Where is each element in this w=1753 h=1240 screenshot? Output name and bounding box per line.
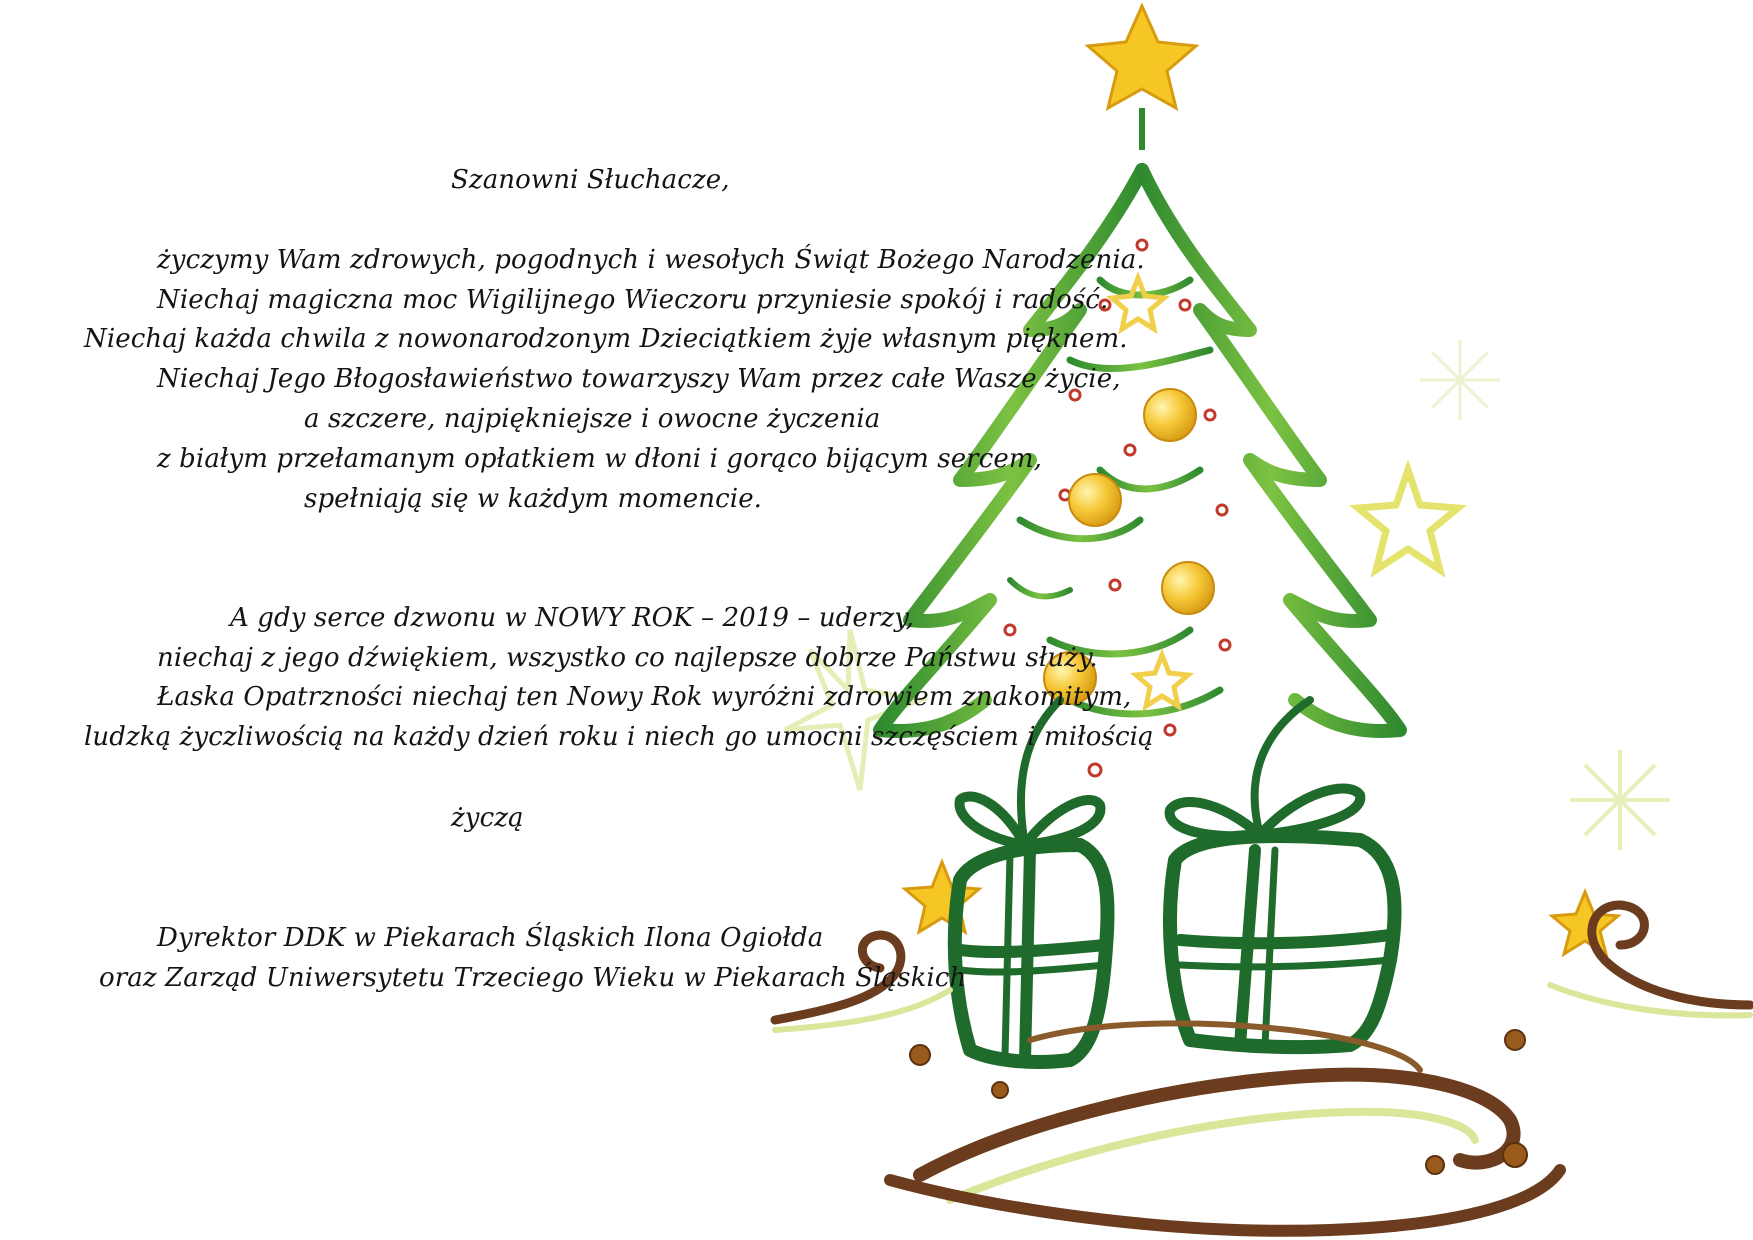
- wish-line: Niechaj każda chwila z nowonarodzonym Dzieciątkiem żyje własnym pięknem.: [84, 324, 1128, 354]
- closing: życzą: [451, 803, 524, 833]
- new-year-line: A gdy serce dzwonu w NOWY ROK – 2019 – uderzy,: [230, 603, 914, 633]
- sparkle-icon: [1570, 750, 1670, 850]
- star-icon: [1358, 470, 1458, 570]
- wish-line: życzymy Wam zdrowych, pogodnych i wesołych Świąt Bożego Narodzenia.: [157, 245, 1145, 275]
- gift-boxes: [955, 700, 1395, 1062]
- sparkle-icon: [1420, 340, 1500, 420]
- new-year-line: Łaska Opatrzności niechaj ten Nowy Rok wyróżni zdrowiem znakomitym,: [157, 682, 1132, 712]
- signature-line: oraz Zarząd Uniwersytetu Trzeciego Wieku w Piekarach Śląskich: [99, 963, 967, 993]
- christmas-tree-illustration: [770, 0, 1753, 1240]
- signature-line: Dyrektor DDK w Piekarach Śląskich Ilona Ogiołda: [157, 923, 824, 953]
- new-year-line: niechaj z jego dźwiękiem, wszystko co najlepsze dobrze Państwu służy.: [157, 643, 1098, 673]
- wish-line: a szczere, najpiękniejsze i owocne życzenia: [304, 404, 881, 434]
- wish-line: spełniają się w każdym momencie.: [304, 484, 763, 514]
- salutation: Szanowni Słuchacze,: [451, 165, 730, 195]
- wish-line: Niechaj Jego Błogosławieństwo towarzyszy Wam przez całe Wasze życie,: [157, 364, 1121, 394]
- wish-line: z białym przełamanym opłatkiem w dłoni i gorąco bijącym sercem,: [157, 444, 1042, 474]
- star-icon: [1088, 6, 1196, 108]
- wish-line: Niechaj magiczna moc Wigilijnego Wieczoru przyniesie spokój i radość.: [157, 285, 1109, 315]
- base-swirls: [775, 905, 1750, 1231]
- new-year-line: ludzką życzliwością na każdy dzień roku i niech go umocni szczęściem i miłością: [84, 722, 1154, 752]
